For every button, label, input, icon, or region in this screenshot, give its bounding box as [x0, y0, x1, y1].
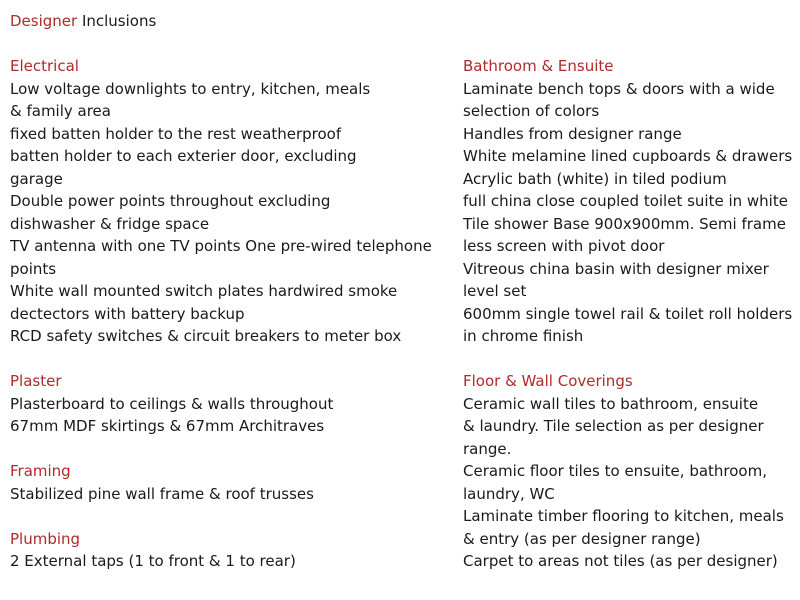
- page-title-rest: Inclusions: [77, 12, 157, 30]
- inclusion-line: Handles from designer range: [463, 124, 682, 143]
- inclusion-line: Ceramic wall tiles to bathroom, ensuite: [463, 394, 759, 413]
- inclusion-line: TV antenna with one TV points One pre-wired telephone: [10, 237, 432, 255]
- left-column: [10, 55, 450, 595]
- inclusion-line: 2 External taps (1 to front & 1 to rear): [10, 552, 296, 570]
- inclusion-line: full china close coupled toilet suite in white: [463, 192, 788, 210]
- inclusion-line: & laundry. Tile selection as per designer: [463, 417, 764, 435]
- inclusion-line: Vitreous china basin with designer mixer: [463, 259, 769, 278]
- inclusion-line: Laminate bench tops & doors with a wide: [463, 79, 775, 98]
- inclusion-line: Plasterboard to ceilings & walls throughout: [10, 394, 334, 413]
- inclusion-line: laundry, WC: [463, 484, 555, 503]
- section-electrical: [10, 55, 450, 348]
- section-plaster: [10, 370, 450, 438]
- page-title: [10, 10, 156, 33]
- inclusion-line: Tile shower Base 900x900mm. Semi frame: [463, 214, 786, 233]
- inclusion-line: Acrylic bath (white) in tiled podium: [463, 169, 727, 188]
- inclusion-line: points: [10, 259, 57, 278]
- inclusion-line: garage: [10, 169, 63, 188]
- inclusion-line: level set: [463, 282, 527, 300]
- inclusion-line: White melamine lined cupboards & drawers: [463, 147, 793, 165]
- section-heading: Floor & Wall Coverings: [463, 372, 633, 390]
- inclusion-line: dishwasher & fridge space: [10, 214, 210, 233]
- section-bathroom-and-ensuite: [463, 55, 793, 348]
- section-heading: Electrical: [10, 57, 79, 75]
- section-plumbing: [10, 528, 450, 573]
- inclusion-line: Carpet to areas not tiles (as per designer): [463, 552, 778, 570]
- inclusion-line: Ceramic floor tiles to ensuite, bathroom,: [463, 462, 767, 480]
- section-heading: Plumbing: [10, 529, 81, 548]
- section-heading: Plaster: [10, 372, 62, 390]
- inclusion-line: Double power points throughout excluding: [10, 192, 331, 210]
- inclusion-line: 67mm MDF skirtings & 67mm Architraves: [10, 417, 325, 435]
- section-heading: Framing: [10, 462, 71, 480]
- inclusion-line: fixed batten holder to the rest weatherproof: [10, 124, 342, 143]
- inclusion-line: 600mm single towel rail & toilet roll holders: [463, 304, 793, 323]
- inclusion-line: in chrome finish: [463, 327, 584, 345]
- section-floor-and-wall-coverings: [463, 370, 793, 573]
- page-title-accent: Designer: [10, 12, 78, 30]
- inclusion-line: less screen with pivot door: [463, 237, 665, 255]
- section-framing: [10, 460, 450, 505]
- inclusion-line: RCD safety switches & circuit breakers to meter box: [10, 327, 402, 345]
- inclusion-line: Low voltage downlights to entry, kitchen, meals: [10, 79, 371, 98]
- inclusion-line: range.: [463, 439, 512, 458]
- inclusion-line: dectectors with battery backup: [10, 304, 245, 323]
- inclusion-line: White wall mounted switch plates hardwired smoke: [10, 282, 398, 300]
- section-heading: Bathroom & Ensuite: [463, 57, 614, 75]
- inclusion-line: & family area: [10, 102, 111, 120]
- inclusion-line: batten holder to each exterier door, excluding: [10, 147, 357, 165]
- right-column: [463, 55, 793, 595]
- inclusion-line: & entry (as per designer range): [463, 529, 701, 548]
- inclusion-line: Stabilized pine wall frame & roof trusses: [10, 484, 314, 503]
- inclusion-line: Laminate timber flooring to kitchen, meals: [463, 507, 784, 525]
- inclusion-line: selection of colors: [463, 102, 600, 120]
